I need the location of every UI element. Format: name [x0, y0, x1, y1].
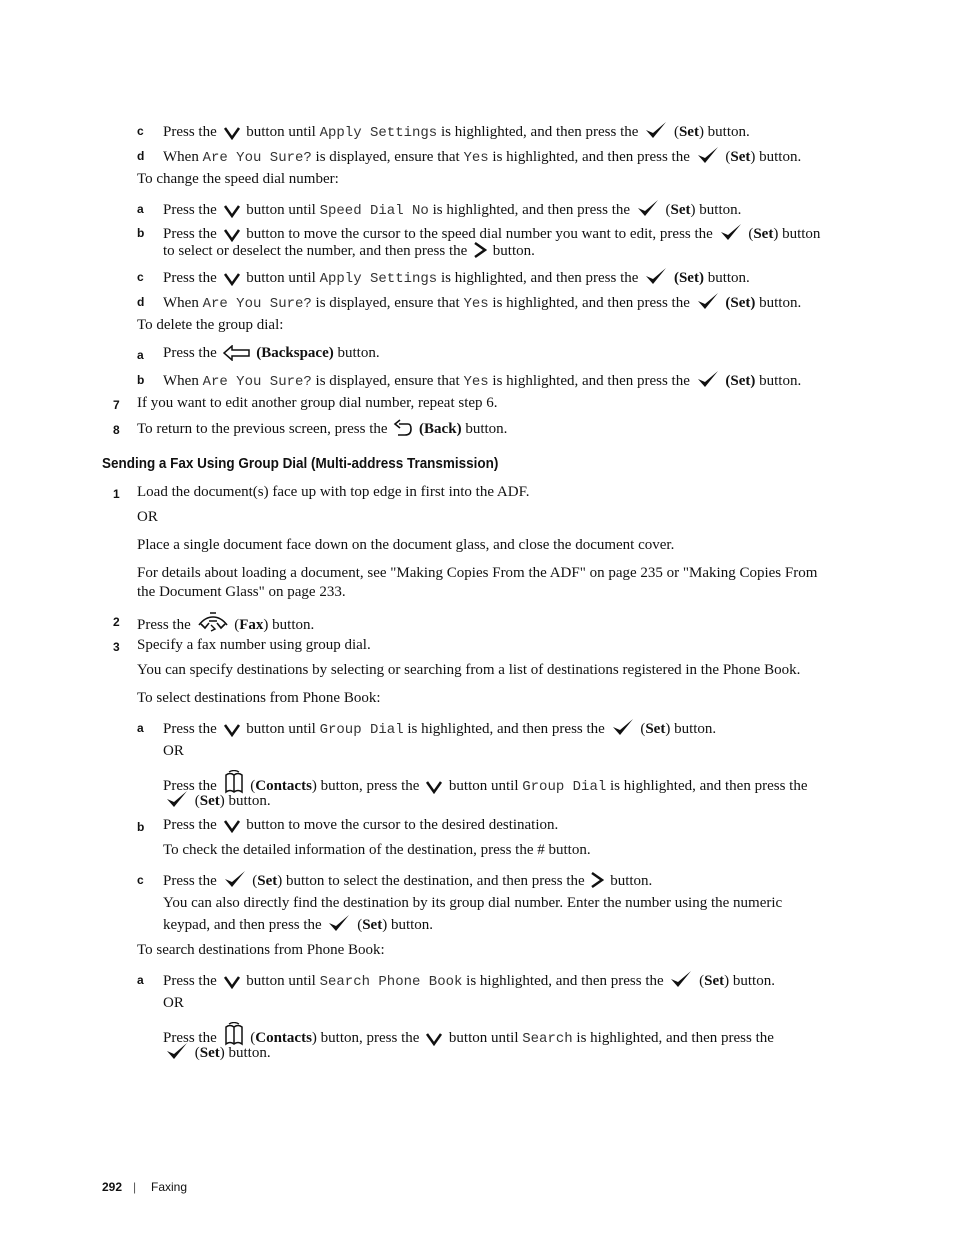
step-label: d: [137, 295, 145, 309]
right-arrow-icon: [473, 241, 487, 259]
step-number: 2: [113, 615, 120, 629]
step-number: 3: [113, 640, 120, 654]
step-number: 8: [113, 423, 120, 437]
down-arrow-icon: [223, 272, 241, 286]
page-number: 292: [102, 1180, 123, 1194]
down-arrow-icon: [223, 975, 241, 989]
down-arrow-icon: [223, 819, 241, 833]
check-icon: [611, 717, 635, 737]
down-arrow-icon: [425, 1032, 443, 1046]
step-label: a: [137, 973, 144, 987]
step-number: 1: [113, 487, 120, 501]
back-icon: [393, 419, 413, 437]
down-arrow-icon: [223, 723, 241, 737]
check-icon: [696, 291, 720, 311]
step-label: b: [137, 226, 145, 240]
check-icon: [165, 1041, 189, 1061]
check-icon: [644, 120, 668, 140]
step-label: b: [137, 820, 145, 834]
step-label: c: [137, 124, 144, 138]
check-icon: [327, 913, 351, 933]
step-label: b: [137, 373, 145, 387]
check-icon: [696, 145, 720, 165]
check-icon: [696, 369, 720, 389]
down-arrow-icon: [425, 780, 443, 794]
step-label: c: [137, 270, 144, 284]
check-icon: [644, 266, 668, 286]
backspace-icon: [223, 345, 251, 361]
step-label: a: [137, 721, 144, 735]
check-icon: [636, 198, 660, 218]
step-number: 7: [113, 398, 120, 412]
step-label: c: [137, 873, 144, 887]
footer-separator: |: [133, 1180, 137, 1194]
down-arrow-icon: [223, 204, 241, 218]
step-label: d: [137, 149, 145, 163]
step-label: a: [137, 202, 144, 216]
fax-icon: [197, 611, 229, 633]
check-icon: [223, 869, 247, 889]
check-icon: [669, 969, 693, 989]
section-heading: Sending a Fax Using Group Dial (Multi-address Transmission): [102, 456, 499, 472]
down-arrow-icon: [223, 126, 241, 140]
down-arrow-icon: [223, 228, 241, 242]
step-label: a: [137, 348, 144, 362]
right-arrow-icon: [590, 871, 604, 889]
footer-section: Faxing: [151, 1180, 188, 1194]
check-icon: [719, 222, 743, 242]
check-icon: [165, 789, 189, 809]
